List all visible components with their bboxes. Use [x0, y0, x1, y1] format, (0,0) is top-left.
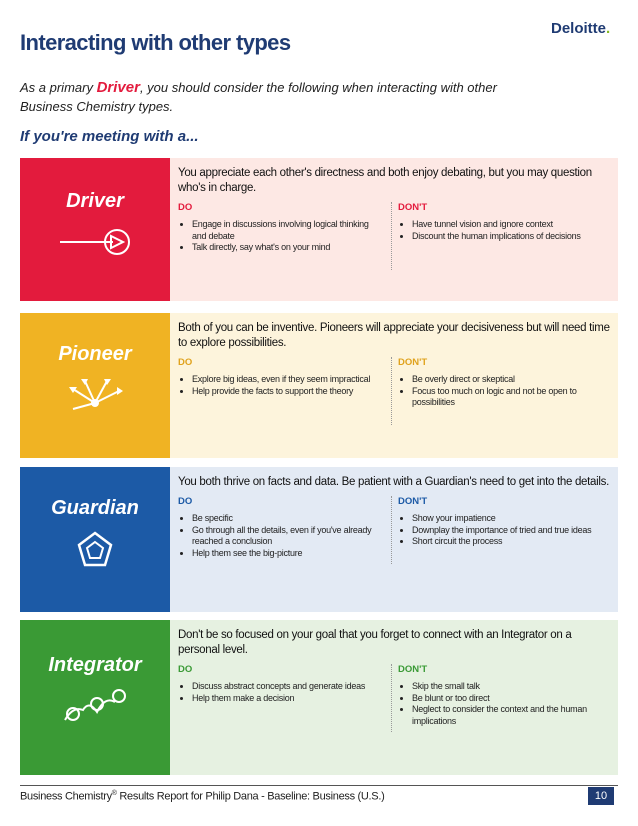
type-tile-driver: [20, 158, 170, 301]
type-row-pioneer: [20, 313, 618, 458]
type-name: Guardian: [51, 497, 139, 519]
do-column: [178, 202, 383, 254]
do-item: • Discuss abstract concepts and generate ideas: [192, 681, 383, 693]
type-content: [178, 475, 610, 576]
do-label: DO: [178, 202, 193, 213]
type-content: [178, 628, 610, 744]
do-item: • Talk directly, say what's on your mind: [192, 242, 383, 254]
type-tile-guardian: [20, 467, 170, 612]
do-column: [178, 496, 383, 559]
type-tile-integrator: [20, 620, 170, 775]
do-item: • Help them see the big-picture: [192, 548, 383, 560]
do-label: DO: [178, 664, 193, 675]
dont-item: • Short circuit the process: [412, 536, 613, 548]
deloitte-logo: Deloitte.: [551, 20, 611, 37]
type-row-integrator: [20, 620, 618, 775]
do-column: [178, 357, 383, 397]
type-row-driver: [20, 158, 618, 301]
type-headline: Don't be so focused on your goal that you forget to connect with an Integrator on a personal level.: [178, 629, 572, 656]
dont-item: • Have tunnel vision and ignore context: [412, 219, 613, 231]
dont-label: DON'T: [398, 496, 428, 507]
dont-item: • Focus too much on logic and not be open to possibilities: [412, 386, 613, 409]
dont-label: DON'T: [398, 202, 428, 213]
burst-arrows-icon: [55, 375, 135, 415]
type-name: Pioneer: [58, 343, 132, 365]
type-headline: You both thrive on facts and data. Be patient with a Guardian's need to get into the details.: [178, 476, 609, 488]
pentagon-icon: [55, 529, 135, 569]
type-headline: Both of you can be inventive. Pioneers will appreciate your decisiveness but will need time to explore possibilities.: [178, 322, 610, 349]
dont-item: • Neglect to consider the context and the human implications: [412, 704, 613, 727]
dont-column: [398, 202, 613, 242]
page-title: Interacting with other types: [20, 30, 291, 55]
do-item: • Help them make a decision: [192, 693, 383, 705]
dont-item: • Show your impatience: [412, 513, 613, 525]
do-label: DO: [178, 496, 193, 507]
dont-column: [398, 496, 613, 548]
linked-circles-icon: [55, 686, 135, 726]
type-name: Driver: [66, 190, 124, 212]
type-row-guardian: [20, 467, 618, 612]
do-item: • Engage in discussions involving logical thinking and debate: [192, 219, 383, 242]
dont-item: • Discount the human implications of decisions: [412, 231, 613, 243]
primary-type-highlight: Driver: [96, 79, 140, 96]
footer-text: Business Chemistry® Results Report for Philip Dana - Baseline: Business (U.S.): [20, 790, 385, 803]
dont-column: [398, 664, 613, 727]
dont-column: [398, 357, 613, 409]
type-name: Integrator: [48, 654, 142, 676]
dont-item: • Be overly direct or skeptical: [412, 374, 613, 386]
type-headline: You appreciate each other's directness and both enjoy debating, but you may question who's in charge.: [178, 167, 592, 194]
do-label: DO: [178, 357, 193, 368]
do-item: • Help provide the facts to support the theory: [192, 386, 383, 398]
do-item: • Be specific: [192, 513, 383, 525]
dont-item: • Skip the small talk: [412, 681, 613, 693]
footer-divider: [20, 785, 618, 786]
type-content: [178, 321, 610, 437]
do-item: • Explore big ideas, even if they seem impractical: [192, 374, 383, 386]
dont-label: DON'T: [398, 357, 428, 368]
intro-text: As a primary Driver, you should consider the following when interacting with other Business Chemistry types.: [20, 79, 497, 114]
dont-item: • Downplay the importance of tried and true ideas: [412, 525, 613, 537]
section-subheading: If you're meeting with a...: [20, 128, 199, 145]
page-number: 10: [588, 787, 614, 805]
type-tile-pioneer: [20, 313, 170, 458]
target-arrow-icon: [55, 222, 135, 262]
dont-label: DON'T: [398, 664, 428, 675]
do-item: • Go through all the details, even if you've already reached a conclusion: [192, 525, 383, 548]
do-column: [178, 664, 383, 704]
dont-item: • Be blunt or too direct: [412, 693, 613, 705]
type-content: [178, 166, 610, 282]
